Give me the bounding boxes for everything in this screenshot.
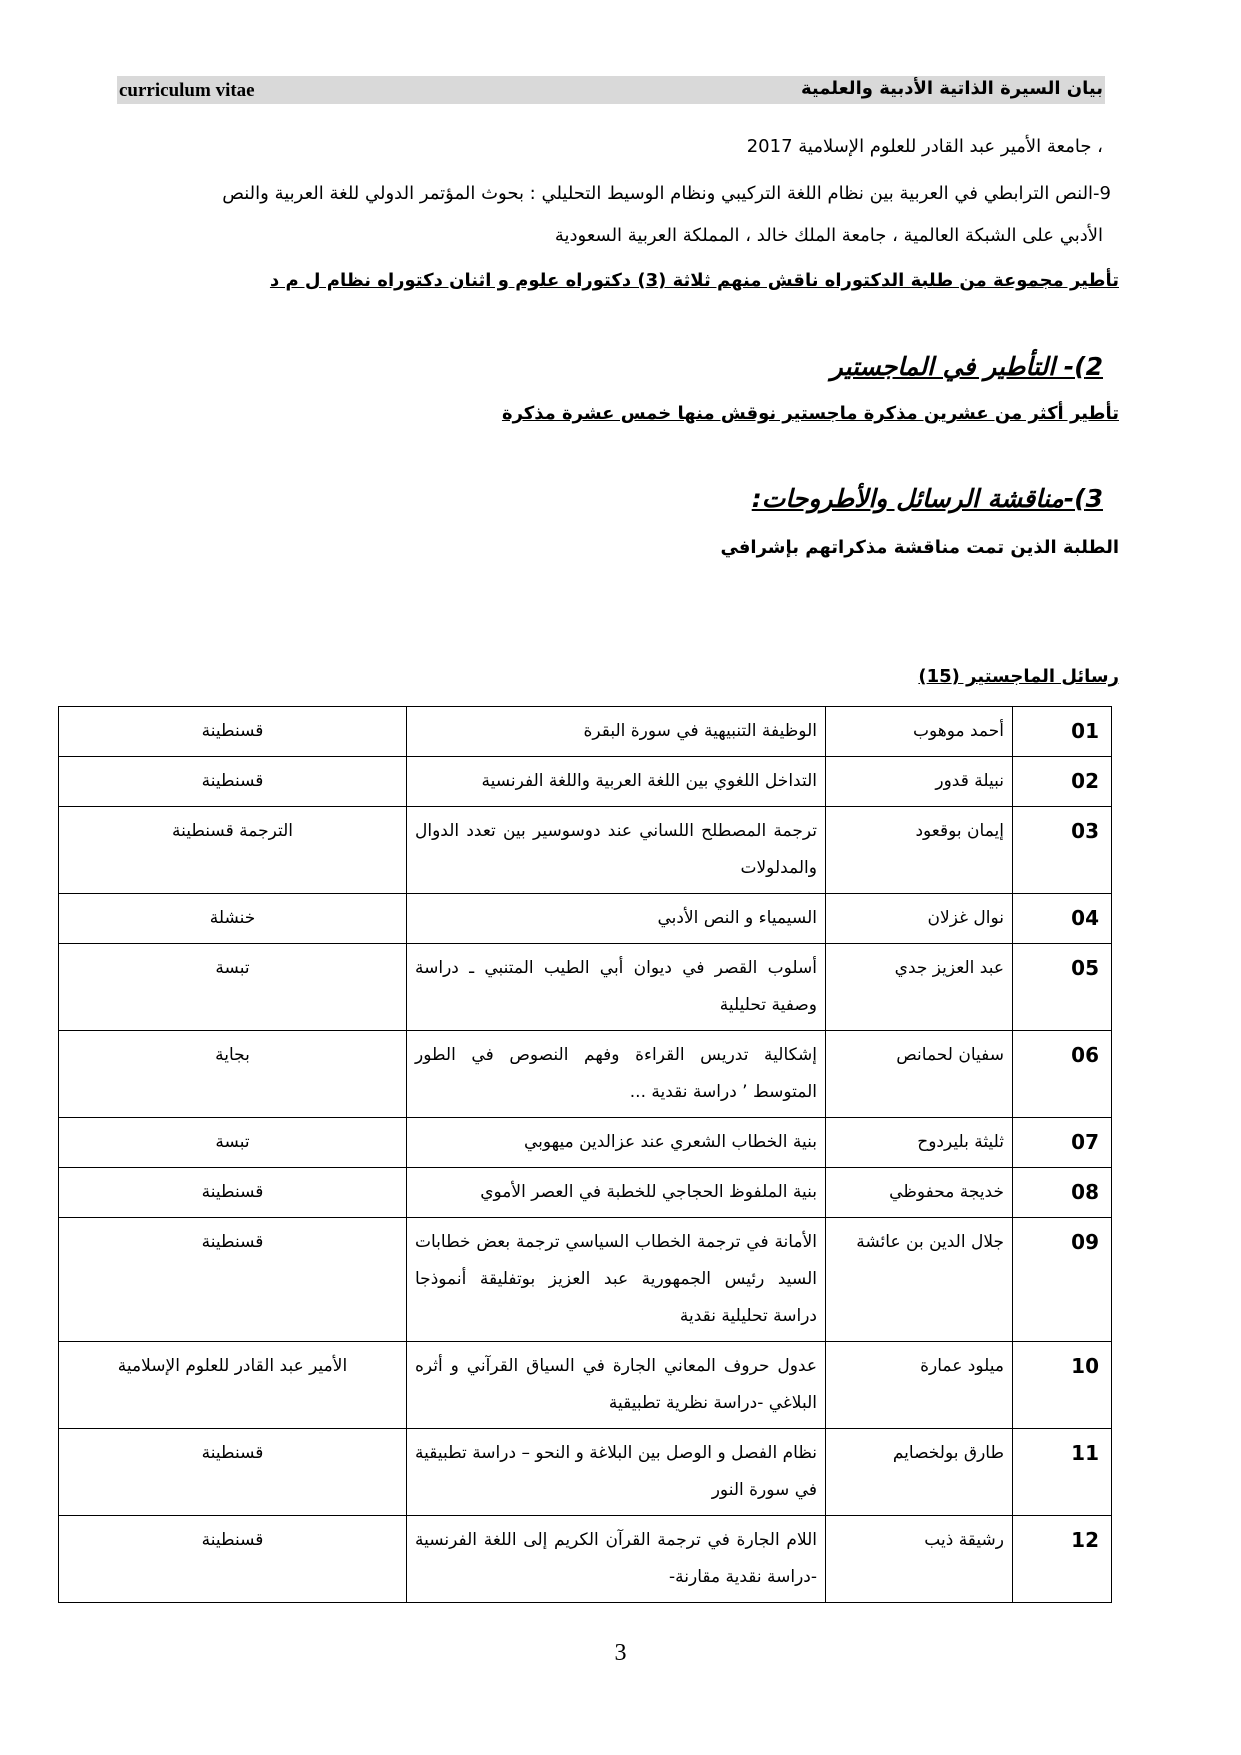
thesis-number: 07: [1013, 1118, 1112, 1168]
thesis-number: 03: [1013, 807, 1112, 894]
thesis-title: السيمياء و النص الأدبي: [407, 894, 826, 944]
student-name: نبيلة قدور: [826, 757, 1013, 807]
thesis-number: 02: [1013, 757, 1112, 807]
thesis-title: إشكالية تدريس القراءة وفهم النصوص في الطور المتوسط ’ دراسة نقدية ...: [407, 1031, 826, 1118]
thesis-title: ترجمة المصطلح اللساني عند دوسوسير بين تعدد الدوال والمدلولات: [407, 807, 826, 894]
header-right-title: بيان السيرة الذاتية الأدبية والعلمية: [800, 78, 1103, 99]
student-name: أحمد موهوب: [826, 707, 1013, 757]
thesis-number: 06: [1013, 1031, 1112, 1118]
table-row: [59, 757, 1112, 807]
thesis-title: بنية الملفوظ الحجاجي للخطبة في العصر الأموي: [407, 1168, 826, 1218]
intro-line-3: الأدبي على الشبكة العالمية ، جامعة الملك خالد ، المملكة العربية السعودية: [554, 225, 1103, 246]
header-left-title: curriculum vitae: [119, 80, 255, 101]
table-row: [59, 944, 1112, 1031]
table-row: [59, 1342, 1112, 1429]
section-2-text: تأطير أكثر من عشرين مذكرة ماجستير نوقش منها خمس عشرة مذكرة: [501, 403, 1119, 424]
thesis-number: 05: [1013, 944, 1112, 1031]
student-name: نوال غزلان: [826, 894, 1013, 944]
table-row: [59, 1429, 1112, 1516]
section-3-text: الطلبة الذين تمت مناقشة مذكراتهم بإشرافي: [720, 537, 1119, 558]
student-name: جلال الدين بن عائشة: [826, 1218, 1013, 1342]
thesis-title: عدول حروف المعاني الجارة في السياق القرآني و أثره البلاغي -دراسة نظرية تطبيقية: [407, 1342, 826, 1429]
university: قسنطينة: [59, 1516, 407, 1603]
student-name: ميلود عمارة: [826, 1342, 1013, 1429]
thesis-title: بنية الخطاب الشعري عند عزالدين ميهوبي: [407, 1118, 826, 1168]
table-row: [59, 1218, 1112, 1342]
university: خنشلة: [59, 894, 407, 944]
intro-line-2: 9-النص الترابطي في العربية بين نظام اللغة التركيبي ونظام الوسيط التحليلي : بحوث المؤتمر الدولي للغة العربية والنص: [222, 183, 1111, 204]
student-name: سفيان لحمانص: [826, 1031, 1013, 1118]
thesis-number: 12: [1013, 1516, 1112, 1603]
student-name: طارق بولخصايم: [826, 1429, 1013, 1516]
table-row: [59, 707, 1112, 757]
university: قسنطينة: [59, 1429, 407, 1516]
section-3-heading: 3)-مناقشة الرسائل والأطروحات:: [751, 484, 1103, 513]
student-name: إيمان بوقعود: [826, 807, 1013, 894]
thesis-number: 09: [1013, 1218, 1112, 1342]
thesis-number: 04: [1013, 894, 1112, 944]
university: قسنطينة: [59, 707, 407, 757]
doctorate-supervision-text: تأطير مجموعة من طلبة الدكتوراه ناقش منهم ثلاثة (3) دكتوراه علوم و اثنان دكتوراه نظام ل م د: [269, 270, 1119, 291]
thesis-title: التداخل اللغوي بين اللغة العربية واللغة الفرنسية: [407, 757, 826, 807]
thesis-number: 08: [1013, 1168, 1112, 1218]
university: قسنطينة: [59, 1168, 407, 1218]
student-name: ثليثة بليردوح: [826, 1118, 1013, 1168]
university: الأمير عبد القادر للعلوم الإسلامية: [59, 1342, 407, 1429]
university: تبسة: [59, 1118, 407, 1168]
student-name: رشيقة ذيب: [826, 1516, 1013, 1603]
thesis-title: الأمانة في ترجمة الخطاب السياسي ترجمة بعض خطابات السيد رئيس الجمهورية عبد العزيز بوتفليقة أنموذجا دراسة تحليلية نقدية: [407, 1218, 826, 1342]
university: تبسة: [59, 944, 407, 1031]
thesis-number: 11: [1013, 1429, 1112, 1516]
table-row: [59, 1118, 1112, 1168]
thesis-title: نظام الفصل و الوصل بين البلاغة و النحو – دراسة تطبيقية في سورة النور: [407, 1429, 826, 1516]
table-caption: رسائل الماجستير (15): [918, 666, 1119, 687]
table-row: [59, 1031, 1112, 1118]
section-2-heading: 2)- التأطير في الماجستير: [830, 352, 1103, 381]
student-name: عبد العزيز جدي: [826, 944, 1013, 1031]
university: الترجمة قسنطينة: [59, 807, 407, 894]
thesis-number: 01: [1013, 707, 1112, 757]
student-name: خديجة محفوظي: [826, 1168, 1013, 1218]
table-row: [59, 894, 1112, 944]
table-row: [59, 1168, 1112, 1218]
thesis-title: اللام الجارة في ترجمة القرآن الكريم إلى اللغة الفرنسية -دراسة نقدية مقارنة-: [407, 1516, 826, 1603]
table-row: [59, 1516, 1112, 1603]
thesis-title: أسلوب القصر في ديوان أبي الطيب المتنبي ـ دراسة وصفية تحليلية: [407, 944, 826, 1031]
university: قسنطينة: [59, 757, 407, 807]
university: قسنطينة: [59, 1218, 407, 1342]
intro-line-1: ، جامعة الأمير عبد القادر للعلوم الإسلامية 2017: [746, 136, 1103, 157]
table-row: [59, 807, 1112, 894]
theses-table: [58, 706, 1112, 1603]
page-number: 3: [614, 1640, 627, 1666]
thesis-title: الوظيفة التنبيهية في سورة البقرة: [407, 707, 826, 757]
thesis-number: 10: [1013, 1342, 1112, 1429]
university: بجاية: [59, 1031, 407, 1118]
